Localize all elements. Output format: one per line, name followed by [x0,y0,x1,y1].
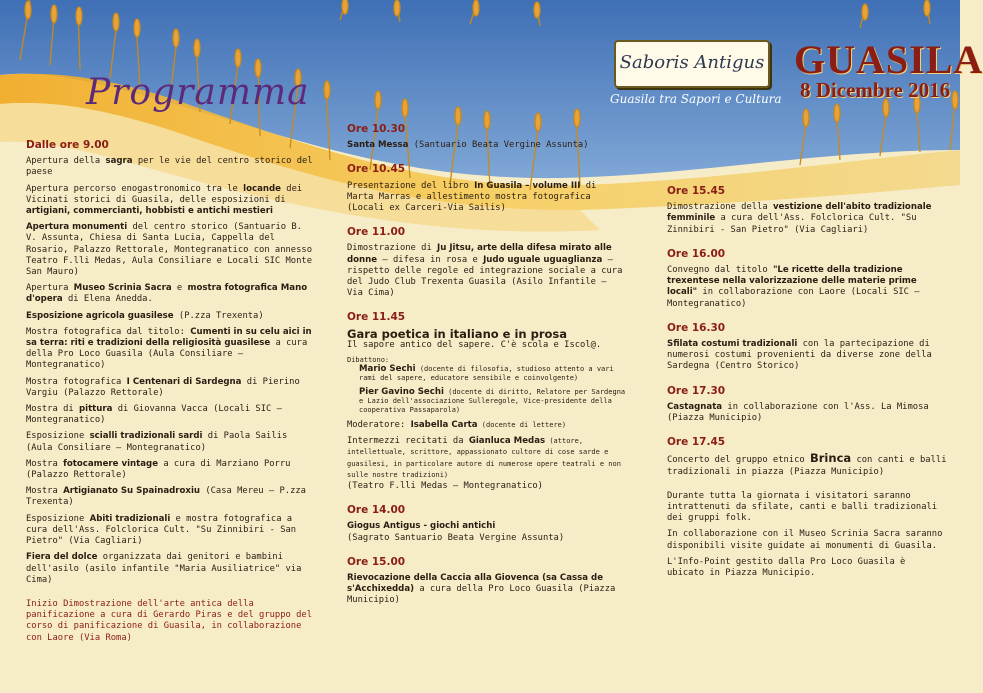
program-column-3 [667,186,947,584]
event-castagnata: Castagnata in collaborazione con l'Ass. La Mimosa (Piazza Municipio) [667,401,929,424]
list-item: Mostra fotocamere vintage a cura di Marziano Porru (Palazzo Rettorale) [26,458,291,481]
time-heading: Ore 16.00 [667,247,726,260]
time-heading: Ore 17.30 [667,384,726,397]
list-item: Apertura percorso enogastronomico tra le locande dei Vicinati storici di Guasila, delle esposizioni di artigiani, commercianti, hobbisti e antichi mestieri [26,183,303,217]
event-concerto: Concerto del gruppo etnico Brinca con canti e balli tradizionali in piazza (Piazza Municipio) [667,451,947,477]
event-convegno: Convegno dal titolo "Le ricette della tradizione trexentese nella valorizzazione delle materie prime locali" in collaborazione con Laore (Locali SIC – Montegranatico) [667,265,920,309]
time-heading: Ore 14.00 [347,504,406,517]
list-item: Apertura monumenti del centro storico (Santuario B. V. Assunta, Chiesa di Santa Lucia, Cappella del Rosario, Palazzo Rettorale, Montegranatico con annesso Teatro F.lli Medas, Aula Consiliare e Locali SIC Monte San Mauro) [26,222,312,278]
list-item: Esposizione Abiti tradizionali e mostra fotografica a cura dell'Ass. Folclorica Cult. "Su Zinnibiri - San Pietro" (Via Cagliari) [26,513,297,547]
moderator: Moderatore: Isabella Carta (docente di lettere) [347,420,567,431]
list-item: Fiera del dolce organizzata dai genitori e bambini dell'asilo (asilo infantile "Maria Ausiliatrice" via Cima) [26,552,302,585]
event-judo: Dimostrazione di Ju Jitsu, arte della difesa mirato alle donne – difesa in rosa e Judo uguale uguaglianza – rispetto delle regole ed integrazione sociale a cura del Judo Club Trexenta Guasila (Asilo Infantile – Via Cima) [347,243,623,299]
city-title: GUASILA [794,37,983,82]
page-title: Programma [86,72,310,113]
event-gara-subtitle: Il sapore antico del sapere. C'è scola e Iscol@. [347,339,602,350]
list-item: Mostra fotografica I Centenari di Sardegna di Pierino Vargiu (Palazzo Rettorale) [26,376,300,398]
time-heading: Ore 17.45 [667,436,726,449]
event-date: 8 Dicembre 2016 [800,78,951,102]
program-column-1 [26,140,316,649]
intermezzi: Intermezzi recitati da Gianluca Medas (attore, intellettuale, scrittore, appassionato cultore di cose sarde e guasilesi, in particolare autore di numerose opere teatrali e non sulle nostre tradizioni) [347,436,621,479]
tagline: Guasila tra Sapori e Cultura [610,92,782,106]
event-caccia: Rievocazione della Caccia alla Giovenca (sa Cassa de s'Acchixedda) a cura della Pro Loco Guasila (Piazza Municipio) [347,573,616,606]
list-item: Mostra fotografica dal titolo: Cumenti in su celu aici in sa terra: riti e tradizioni della religiosità guasilese a cura della Pro Loco Guasila (Aula Consiliare – Montegranatico) [26,326,312,371]
panificazione-note: Inizio Dimostrazione dell'arte antica della panificazione a cura di Gerardo Piras e del gruppo del corso di panificazione di Guasila, in collaborazione con Laore (Via Roma) [26,598,312,643]
event-santa-messa: Santa Messa (Santuario Beata Vergine Assunta) [347,140,589,151]
event-gara-title: Gara poetica in italiano e in prosa [347,326,567,341]
time-heading: Ore 15.00 [347,555,406,568]
time-heading: Dalle ore 9.00 [26,139,109,151]
list-item: Apertura della sagra per le vie del centro storico del paese [26,156,313,178]
event-vestizione: Dimostrazione della vestizione dell'abito tradizionale femminile a cura dell'Ass. Folclorica Cult. "Su Zinnibiri - San Pietro" (Via Cagliari) [667,202,932,235]
event-gara-place: (Teatro F.lli Medas – Montegranatico) [347,481,543,492]
time-heading: Ore 10.45 [347,163,406,176]
note: L'Info-Point gestito dalla Pro Loco Guasila è ubicato in Piazza Municipio. [667,556,906,579]
list-item: Esposizione agricola guasilese (P.zza Trexenta) [26,310,264,321]
dibattono-label: Dibattono: [347,356,390,365]
program-column-2 [347,124,627,612]
time-heading: Ore 11.45 [347,311,406,324]
list-item: Mostra di pittura di Giovanna Vacca (Locali SIC – Montegranatico) [26,404,282,426]
logo [614,40,770,88]
logo-text: Saboris Antigus [619,52,765,73]
speaker: Mario Sechi (docente di filosofia, studioso attento a vari rami del sapere, educatore sensibile e coinvolgente) [359,364,614,383]
event-giogus: Giogus Antigus - giochi antichi (Sagrato Santuario Beata Vergine Assunta) [347,521,565,543]
event-book: Presentazione del libro In Guasila – volume III di Marta Marras e allestimento mostra fotografica (Locali ex Carceri-Via Sailis) [347,180,597,214]
time-heading: Ore 16.30 [667,321,726,334]
note: Durante tutta la giornata i visitatori saranno intrattenuti da sfilate, canti e balli tradizionali dei gruppi folk. [667,490,938,524]
note: In collaborazione con il Museo Scrinia Sacra saranno disponibili visite guidate ai monumenti di Guasila. [667,529,943,551]
time-heading: Ore 10.30 [347,123,406,135]
list-item: Esposizione scialli tradizionali sardi di Paola Sailis (Aula Consiliare – Montegranatico) [26,431,288,453]
time-heading: Ore 15.45 [667,185,726,197]
list-item: Mostra Artigianato Su Spainadroxiu (Casa Mereu – P.zza Trexenta) [26,486,306,508]
time-heading: Ore 11.00 [347,226,406,239]
speaker: Pier Gavino Sechi (docente di diritto, Relatore per Sardegna e Lazio dell'associazione Sulleregole, Vice-presidente della cooperativa Passaparola) [359,387,626,415]
event-sfilata: Sfilata costumi tradizionali con la partecipazione di numerosi costumi provenienti da diverse zone della Sardegna (Centro Storico) [667,339,932,372]
list-item: Apertura Museo Scrinia Sacra e mostra fotografica Mano d'opera di Elena Anedda. [26,283,308,305]
